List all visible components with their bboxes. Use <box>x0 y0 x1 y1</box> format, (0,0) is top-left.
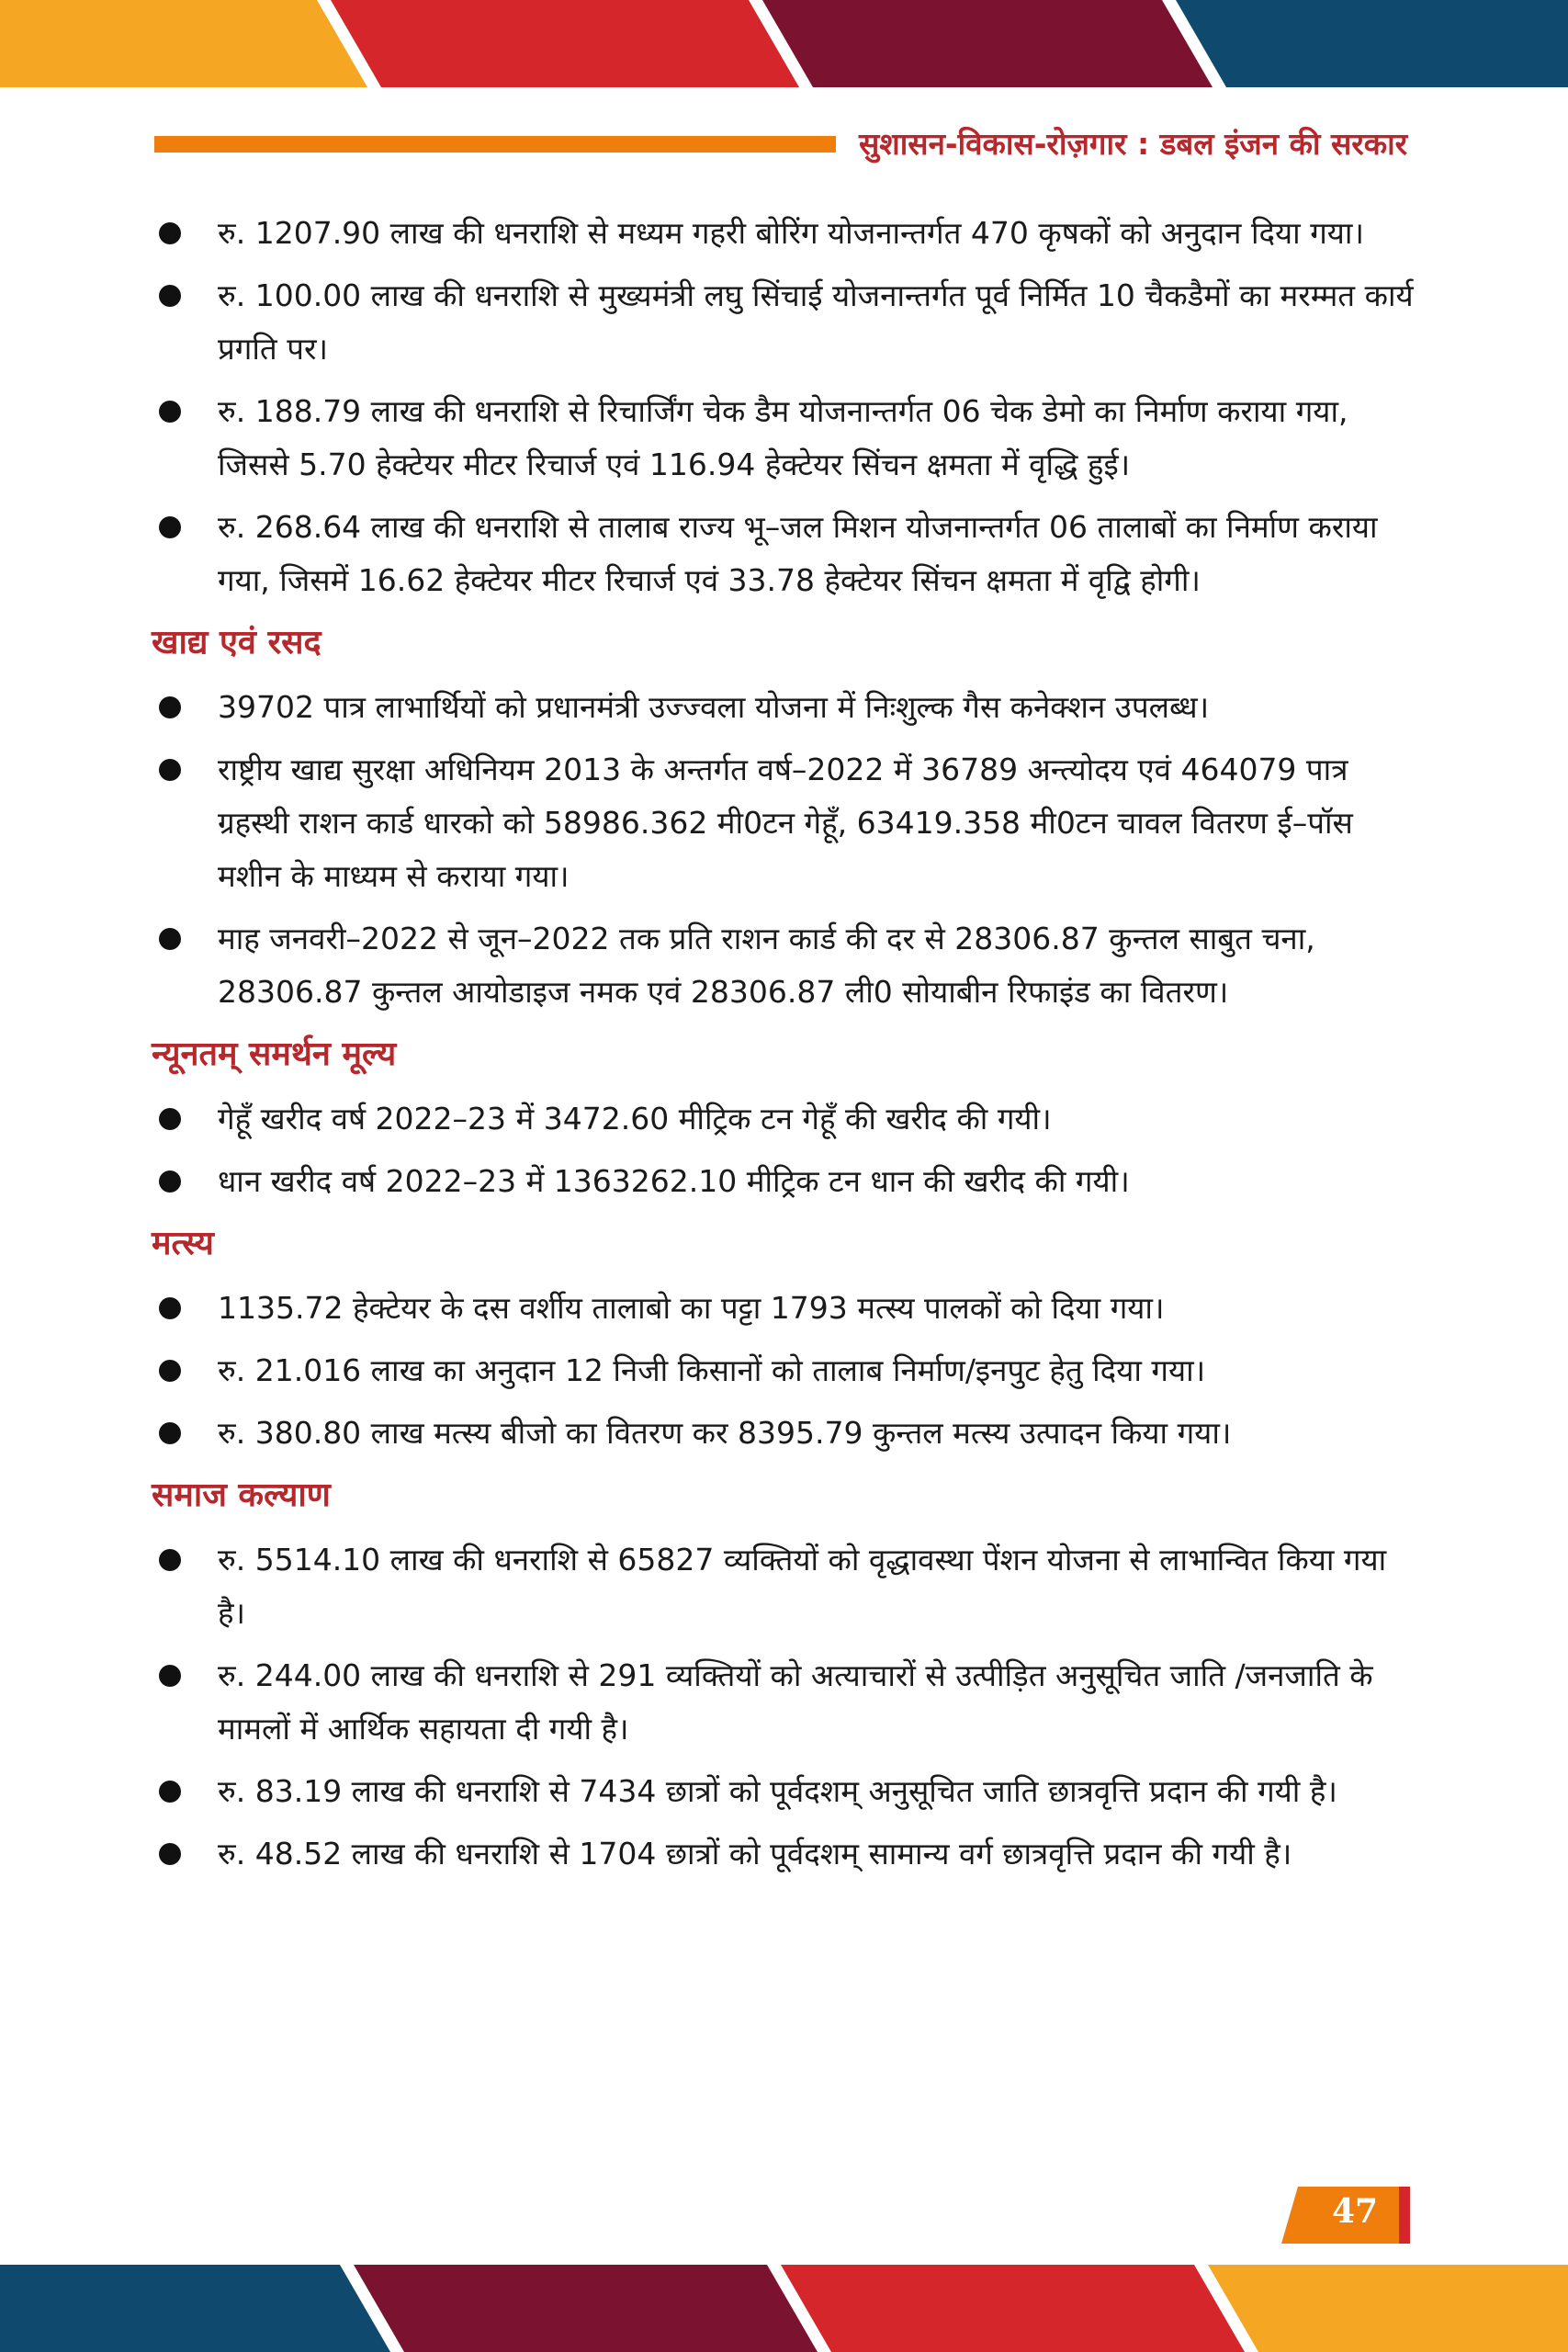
section-heading: न्यूनतम् समर्थन मूल्य <box>152 1035 397 1073</box>
bullet-item <box>152 1155 1419 1208</box>
bullet-item <box>152 1407 1419 1460</box>
band-segment-orange-bottom <box>1208 2265 1568 2352</box>
band-segment-orange <box>0 0 367 87</box>
bullet-item <box>152 207 1419 260</box>
band-segment-navy <box>1176 0 1568 87</box>
band-segment-maroon-bottom <box>354 2265 818 2352</box>
bullet-dot-icon <box>159 696 181 718</box>
bullet-dot-icon <box>159 1360 181 1382</box>
bullet-text: राष्ट्रीय खाद्य सुरक्षा अधिनियम 2013 के अन्तर्गत वर्ष–2022 में 36789 अन्त्योदय एवं 464079 पात्र ग्रहस्थी राशन कार्ड धारको को 58986.362 मी0टन गेहूँ, 63419.358 मी0टन चावल वितरण ई–पॉस मशीन के माध्यम से कराया गया। <box>218 752 1353 894</box>
top-decorative-band <box>0 0 1568 87</box>
bullet-item <box>152 1282 1419 1335</box>
bullet-item <box>152 1765 1419 1818</box>
bullet-item <box>152 1344 1419 1397</box>
bullet-text: 39702 पात्र लाभार्थियों को प्रधानमंत्री उज्ज्वला योजना में निःशुल्क गैस कनेक्शन उपलब्ध। <box>218 689 1210 725</box>
bullet-dot-icon <box>159 1843 181 1865</box>
bullet-text: 1135.72 हेक्टेयर के दस वर्शीय तालाबो का पट्टा 1793 मत्स्य पालकों को दिया गया। <box>218 1290 1165 1326</box>
bullet-text: माह जनवरी–2022 से जून–2022 तक प्रति राशन कार्ड की दर से 28306.87 कुन्तल साबुत चना, 28306.87 कुन्तल आयोडाइज नमक एवं 28306.87 ली0 सोयाबीन रिफाइंड का वितरण। <box>218 921 1315 1010</box>
bullet-dot-icon <box>159 928 181 950</box>
bullet-dot-icon <box>159 1422 181 1444</box>
bullet-text: रु. 244.00 लाख की धनराशि से 291 व्यक्तियों को अत्याचारों से उत्पीड़ित अनुसूचित जाति /जनजाति के मामलों में आर्थिक सहायता दी गयी है। <box>218 1657 1373 1747</box>
bullet-item <box>152 1092 1419 1146</box>
bullet-item <box>152 1827 1419 1881</box>
band-segment-navy-bottom <box>0 2265 390 2352</box>
section-heading: मत्स्य <box>152 1225 214 1262</box>
bullet-item <box>152 501 1419 607</box>
bullet-item <box>152 681 1419 734</box>
bullet-text: रु. 188.79 लाख की धनराशि से रिचार्जिंग चेक डैम योजनान्तर्गत 06 चेक डेमो का निर्माण कराया गया, जिससे 5.70 हेक्टेयर मीटर रिचार्ज एवं 116.94 हेक्टेयर सिंचन क्षमता में वृद्धि हुई। <box>218 393 1348 482</box>
bullet-dot-icon <box>159 759 181 781</box>
bullet-dot-icon <box>159 1549 181 1571</box>
bullet-item <box>152 385 1419 492</box>
bullet-dot-icon <box>159 401 181 423</box>
running-header-title: सुशासन-विकास-रोज़गार : डबल इंजन की सरकार <box>859 126 1408 162</box>
page-number: 47 <box>1331 2192 1379 2231</box>
bullet-text: रु. 5514.10 लाख की धनराशि से 65827 व्यक्तियों को वृद्धावस्था पेंशन योजना से लाभान्वित किया गया है। <box>218 1542 1387 1631</box>
bullet-item <box>152 1533 1419 1640</box>
band-segment-red-bottom <box>781 2265 1245 2352</box>
bullet-text: रु. 1207.90 लाख की धनराशि से मध्यम गहरी बोरिंग योजनान्तर्गत 470 कृषकों को अनुदान दिया गया। <box>218 215 1364 251</box>
bullet-item <box>152 1649 1419 1756</box>
bullet-dot-icon <box>159 1665 181 1687</box>
bullet-dot-icon <box>159 1170 181 1193</box>
bullet-text: गेहूँ खरीद वर्ष 2022–23 में 3472.60 मीट्रिक टन गेहूँ की खरीद की गयी। <box>218 1101 1052 1136</box>
section-heading: खाद्य एवं रसद <box>152 624 321 662</box>
bullet-item <box>152 912 1419 1019</box>
bullet-text: रु. 268.64 लाख की धनराशि से तालाब राज्य भू–जल मिशन योजनान्तर्गत 06 तालाबों का निर्माण कराया गया, जिसमें 16.62 हेक्टेयर मीटर रिचार्ज एवं 33.78 हेक्टेयर सिंचन क्षमता में वृद्वि होगी। <box>218 509 1378 598</box>
bullet-text: रु. 100.00 लाख की धनराशि से मुख्यमंत्री लघु सिंचाई योजनान्तर्गत पूर्व निर्मित 10 चैकडैमों का मरम्मत कार्य प्रगति पर। <box>218 277 1414 367</box>
bullet-dot-icon <box>159 222 181 244</box>
page-content <box>152 207 1419 1890</box>
bullet-dot-icon <box>159 1781 181 1803</box>
bullet-text: रु. 380.80 लाख मत्स्य बीजो का वितरण कर 8395.79 कुन्तल मत्स्य उत्पादन किया गया। <box>218 1415 1232 1451</box>
bullet-text: धान खरीद वर्ष 2022–23 में 1363262.10 मीट्रिक टन धान की खरीद की गयी। <box>218 1163 1130 1199</box>
bullet-dot-icon <box>159 1297 181 1319</box>
band-segment-red <box>331 0 799 87</box>
bullet-dot-icon <box>159 1108 181 1130</box>
bullet-dot-icon <box>159 285 181 307</box>
section-heading: समाज कल्याण <box>152 1476 331 1514</box>
band-segment-maroon <box>762 0 1213 87</box>
bullet-text: रु. 21.016 लाख का अनुदान 12 निजी किसानों को तालाब निर्माण/इनपुट हेतु दिया गया। <box>218 1352 1206 1388</box>
bullet-item <box>152 743 1419 903</box>
bullet-text: रु. 83.19 लाख की धनराशि से 7434 छात्रों को पूर्वदशम् अनुसूचित जाति छात्रवृत्ति प्रदान की गयी है। <box>218 1773 1337 1809</box>
header-rule <box>154 136 836 153</box>
bullet-dot-icon <box>159 516 181 538</box>
bottom-decorative-band <box>0 2265 1568 2352</box>
bullet-text: रु. 48.52 लाख की धनराशि से 1704 छात्रों को पूर्वदशम् सामान्य वर्ग छात्रवृत्ति प्रदान की गयी है। <box>218 1836 1292 1871</box>
bullet-item <box>152 269 1419 376</box>
